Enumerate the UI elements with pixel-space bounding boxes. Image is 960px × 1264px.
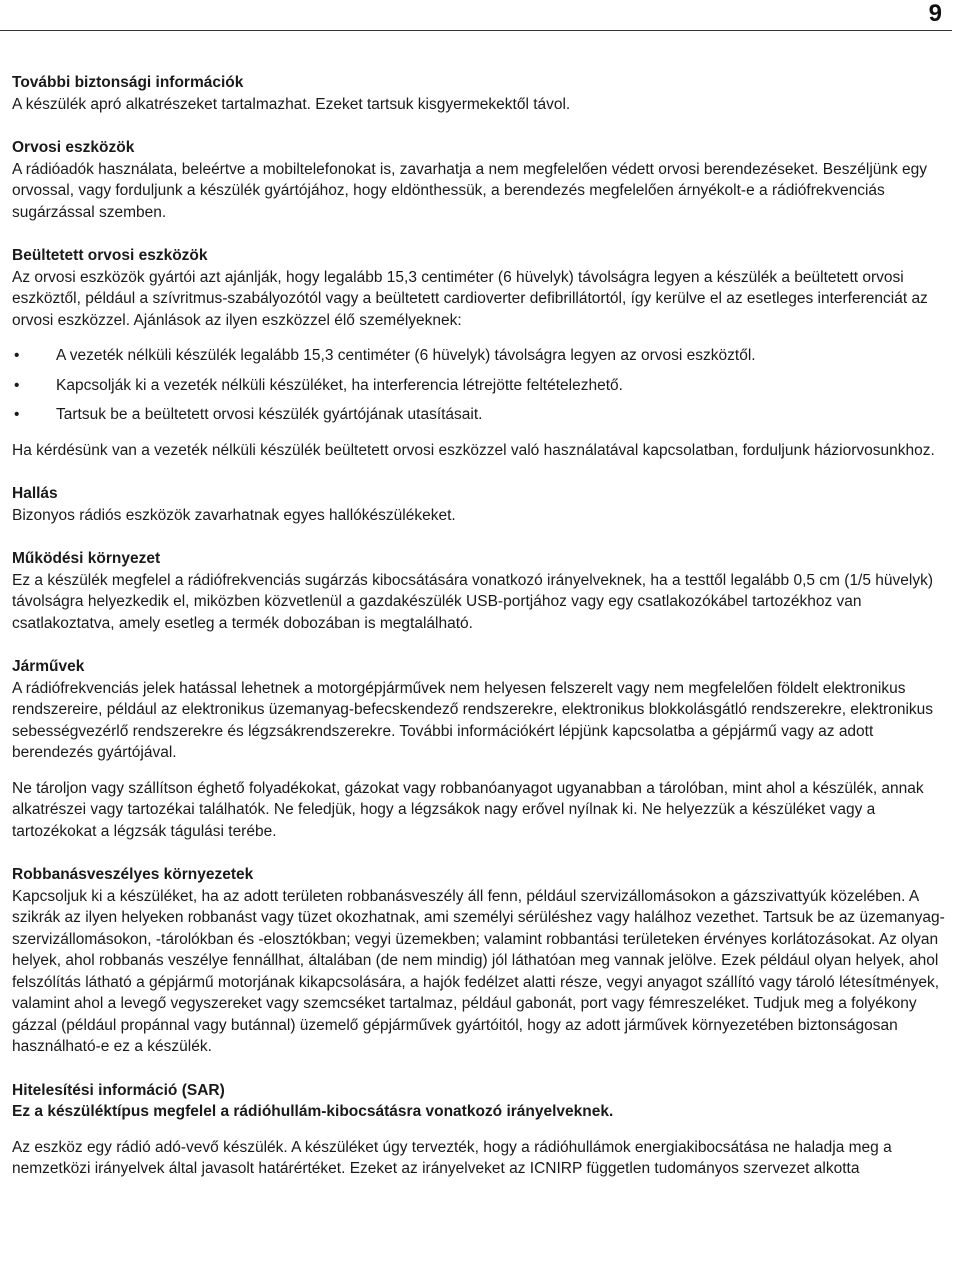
- section-medical: [12, 137, 948, 223]
- section-hearing: [12, 483, 948, 526]
- section-heading-implanted: Beültetett orvosi eszközök: [12, 247, 208, 264]
- section-vehicles: [12, 656, 948, 842]
- bullet-text: A vezeték nélküli készülék legalább 15,3 centiméter (6 hüvelyk) távolságra legyen az orvosi eszköztől.: [56, 347, 756, 364]
- section-text-safety: A készülék apró alkatrészeket tartalmazhat. Ezeket tartsuk kisgyermekektől távol.: [12, 95, 571, 113]
- section-text-environment: Ez a készülék megfelel a rádiófrekvenciás sugárzás kibocsátására vonatkozó irányelveknek, ha a testtől legalább 0,5 cm (1/5 hüvelyk) távolságra helyezkedik el, miközben közvetlenül a gazdakészülék USB-portjához vagy egy csatlakozókábel tartozékhoz van csatlakoztatva, amely esetleg a termék dobozában is megtalálható.: [12, 571, 934, 632]
- section-heading-medical: Orvosi eszközök: [12, 139, 135, 156]
- document-body: [12, 72, 948, 1202]
- section-text-vehicles-1: A rádiófrekvenciás jelek hatással lehetnek a motorgépjárművek nem helyesen felszerelt vagy nem megfelelően földelt elektronikus rendszereire, például az elektronikus üzemanyag-befecskendező rendszerekre, elektronikus blokkolásgátló rendszerekre, elektronikus sebességvezérlő rendszerekre és légzsákrendszerekre. További információkért lépjünk kapcsolatba a gépjármű vagy az adott berendezés gyártójával.: [12, 679, 934, 761]
- header-divider: [0, 30, 952, 31]
- section-text-hearing: Bizonyos rádiós eszközök zavarhatnak egyes hallókészülékeket.: [12, 506, 456, 524]
- paragraph-gap: [12, 1123, 948, 1137]
- bullet-text: Tartsuk be a beültetett orvosi készülék gyártójának utasításait.: [56, 406, 483, 423]
- section-heading-safety: További biztonsági információk: [12, 74, 244, 91]
- page-number: 9: [928, 0, 942, 27]
- section-implanted: [12, 245, 948, 461]
- section-closing-implanted: Ha kérdésünk van a vezeték nélküli készülék beültetett orvosi eszközzel való használatával kapcsolatban, forduljunk háziorvosunkhoz.: [12, 441, 935, 459]
- implanted-bullet-list: [12, 345, 948, 426]
- section-subheading-sar: Ez a készüléktípus megfelel a rádióhullám-kibocsátásra vonatkozó irányelveknek.: [12, 1103, 614, 1120]
- bullet-icon: •: [14, 376, 20, 394]
- section-sar: [12, 1080, 948, 1180]
- section-heading-environment: Működési környezet: [12, 550, 161, 567]
- section-text-vehicles-2: Ne tároljon vagy szállítson éghető folyadékokat, gázokat vagy robbanóanyagot ugyanabban a tárolóban, mint ahol a készülék, annak alkatrészei vagy tartozékai találhatók. Ne feledjük, hogy a légzsákok nagy erővel nyílnak ki. Ne helyezzük a készüléket vagy a tartozékokat a légzsák tágulási terébe.: [12, 779, 924, 840]
- bullet-icon: •: [14, 406, 20, 423]
- list-item: [12, 345, 948, 367]
- section-text-implanted: Az orvosi eszközök gyártói azt ajánlják, hogy legalább 15,3 centiméter (6 hüvelyk) távolságra legyen a készülék a beültetett orvosi eszköztől, például a szívritmus-szabályozótól vagy a beültetett cardioverter defibrillátortól, így kerülve el az esetleges interferenciát az orvosi eszközzel. Ajánlások az ilyen eszközzel élő személyeknek:: [12, 268, 928, 329]
- list-item: [12, 404, 948, 426]
- section-heading-vehicles: Járművek: [12, 658, 85, 675]
- section-text-explosive: Kapcsoljuk ki a készüléket, ha az adott területen robbanásveszély áll fenn, például szervizállomásokon a gázszivattyúk közelében. A szikrák az ilyen helyeken robbanást vagy tüzet okozhatnak, ami személyi sérüléshez vagy halálhoz vezethet. Tartsuk be az üzemanyag-szervizállomásokon, -tárolókban és -elosztókban; vegyi üzemekben; valamint robbantási területeken érvényes korlátozásokat. Az olyan helyek, ahol robbanás veszélye fennállhat, általában (de nem mindig) jól láthatóan meg vannak jelölve. Ezek például olyan helyek, ahol felszólítás látható a gépjármű motorjának kikapcsolására, a hajók fedélzet alatti része, vegyi anyagot szállító vagy tároló létesítmények, valamint ahol a levegő vegyszereket vagy szemcséket tartalmaz, például gabonát, port vagy fémreszeléket. Tudjuk meg a folyékony gázzal (például propánnal vagy butánnal) üzemelő gépjárművek gyártóitól, hogy az adott járművek környezetében biztonságosan használható-e ez a készülék.: [12, 887, 945, 1055]
- section-heading-hearing: Hallás: [12, 485, 58, 502]
- section-explosive: [12, 864, 948, 1058]
- section-text-medical: A rádióadók használata, beleértve a mobiltelefonokat is, zavarhatja a nem megfelelően védett orvosi berendezéseket. Beszéljünk egy orvossal, vagy forduljunk a készülék gyártójához, hogy eldönthessük, a berendezés megfelelően árnyékolt-e a rádiófrekvenciás sugárzással szemben.: [12, 160, 928, 221]
- section-text-sar: Az eszköz egy rádió adó-vevő készülék. A készüléket úgy tervezték, hogy a rádióhullámok energiakibocsátása ne haladja meg a nemzetközi irányelvek által javasolt határértéket. Ezeket az irányelveket az ICNIRP független tudományos szervezet alkotta: [12, 1138, 892, 1177]
- paragraph-gap: [12, 764, 948, 778]
- list-item: [12, 375, 948, 397]
- section-safety: [12, 72, 948, 115]
- bullet-text: Kapcsolják ki a vezeték nélküli készüléket, ha interferencia létrejötte feltételezhető.: [56, 376, 623, 394]
- section-environment: [12, 548, 948, 634]
- section-heading-explosive: Robbanásveszélyes környezetek: [12, 866, 254, 883]
- section-heading-sar: Hitelesítési információ (SAR): [12, 1081, 225, 1099]
- bullet-icon: •: [14, 347, 20, 364]
